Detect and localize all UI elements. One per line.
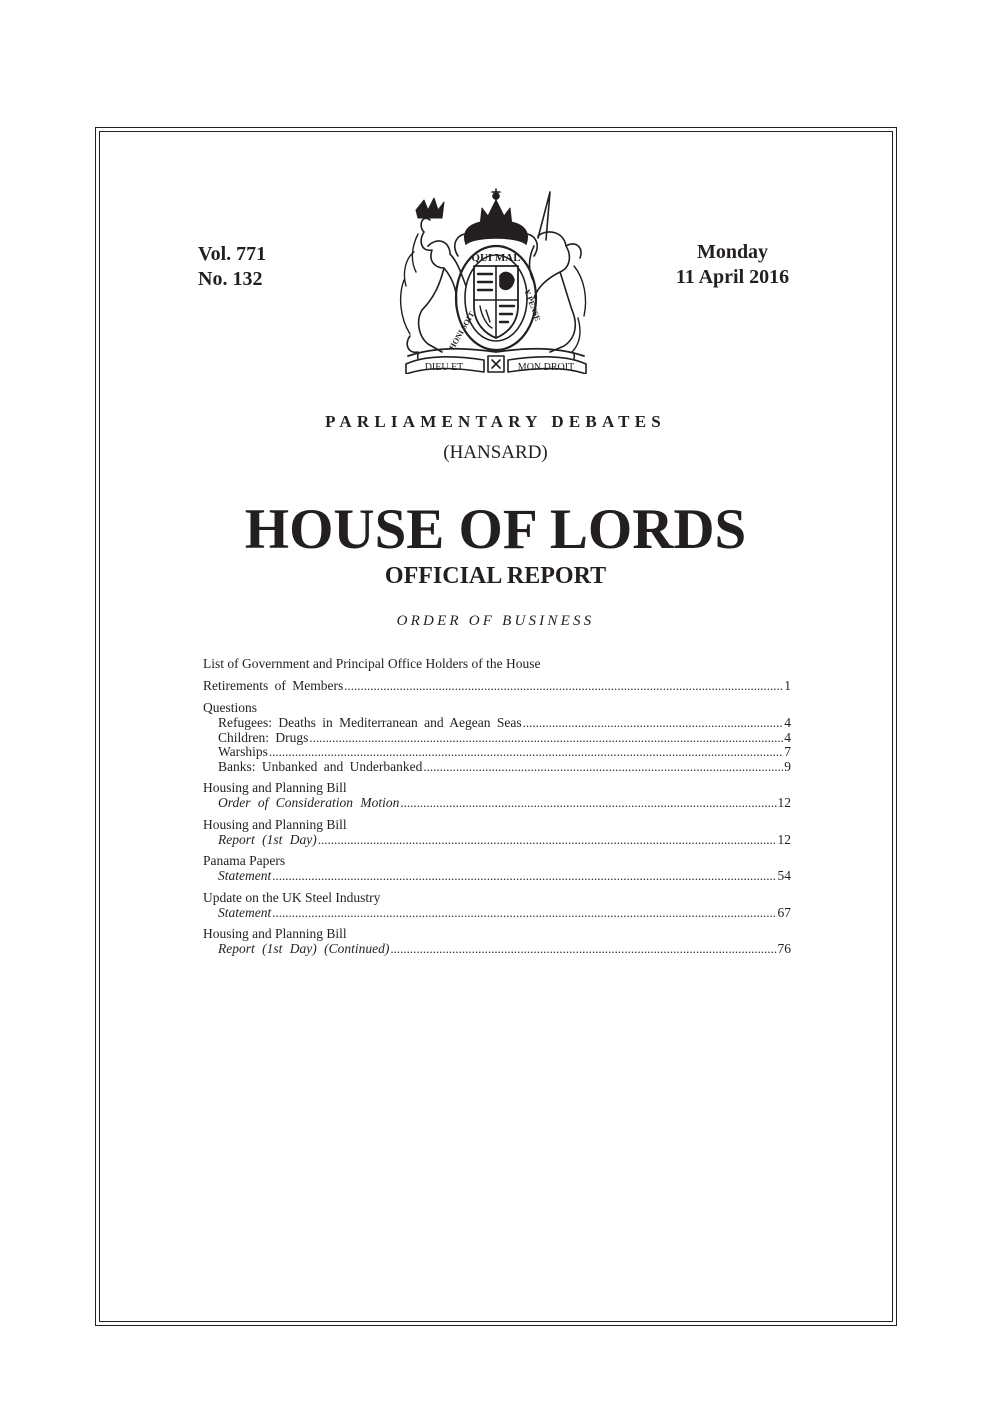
- toc-entry-page: 12: [777, 795, 791, 810]
- toc-entry-page: 12: [777, 831, 791, 847]
- toc-entry: [203, 677, 791, 694]
- garter-motto-left: HONI SOIT: [447, 310, 477, 352]
- toc-entry: [203, 716, 791, 731]
- toc-entry-page: 7: [784, 744, 791, 759]
- volume-number: Vol. 771: [198, 243, 267, 265]
- toc-heading: Panama Papers: [203, 853, 286, 868]
- toc-heading: Housing and Planning Bill: [203, 926, 347, 941]
- toc-heading-office-holders: List of Government and Principal Office Holders of the House: [203, 656, 541, 671]
- toc-leader-dots: [309, 731, 783, 746]
- toc-entry-page: 1: [784, 678, 791, 693]
- toc-entry-page: 54: [777, 868, 791, 883]
- toc-entry-title: Statement: [218, 868, 272, 883]
- report-title: OFFICIAL REPORT: [384, 563, 607, 589]
- toc-entry-title: Report (1st Day): [218, 831, 317, 847]
- issue-number: No. 132: [198, 268, 263, 290]
- issue-weekday: Monday: [696, 241, 769, 263]
- royal-coat-of-arms-icon: [388, 186, 604, 374]
- toc-entry-title: Report (1st Day) (Continued): [218, 941, 390, 956]
- toc-leader-dots: [390, 942, 776, 957]
- toc-entry-page: 4: [784, 729, 791, 745]
- motto-right: MON DROIT: [517, 362, 575, 373]
- toc-heading: Update on the UK Steel Industry: [203, 889, 381, 905]
- toc-heading: Housing and Planning Bill: [203, 780, 347, 795]
- toc-entry: [203, 833, 791, 848]
- toc-entry: [203, 869, 791, 884]
- toc-heading-questions: Questions: [203, 700, 257, 715]
- toc-entry: [203, 942, 791, 957]
- toc-leader-dots: [400, 796, 776, 811]
- toc-leader-dots: [344, 677, 783, 694]
- issue-date: [640, 240, 825, 290]
- toc-entry-title: Retirements of Members: [203, 678, 344, 693]
- toc-leader-dots: [423, 760, 783, 775]
- toc-entry-title: Banks: Unbanked and Underbanked: [218, 758, 423, 774]
- toc-entry: [203, 796, 791, 811]
- toc-entry-page: 4: [784, 715, 791, 730]
- toc-entry-title: Statement: [218, 904, 272, 920]
- toc-leader-dots: [272, 869, 776, 884]
- toc-entry-title: Order of Consideration Motion: [218, 795, 400, 810]
- toc-entry-title: Refugees: Deaths in Mediterranean and Aegean Seas: [218, 715, 522, 730]
- toc-entry-page: 9: [784, 758, 791, 774]
- series-title: PARLIAMENTARY DEBATES: [325, 412, 666, 431]
- section-title: ORDER OF BUSINESS: [396, 613, 595, 629]
- toc-entry-page: 76: [777, 941, 791, 956]
- toc-heading: Housing and Planning Bill: [203, 816, 347, 832]
- toc-entry-title: Children: Drugs: [218, 729, 309, 745]
- house-title: HOUSE OF LORDS: [244, 498, 747, 561]
- toc-entry-title: Warships: [218, 744, 268, 759]
- series-subtitle: (HANSARD): [443, 442, 548, 463]
- toc-entry-page: 67: [777, 904, 791, 920]
- toc-entry: [203, 731, 791, 746]
- volume-info: [198, 242, 266, 292]
- toc-entry: [203, 760, 791, 775]
- garter-motto-right: Y PENSE: [522, 287, 543, 323]
- toc-leader-dots: [523, 716, 784, 731]
- motto-left: DIEU ET: [424, 362, 464, 373]
- toc-entry: [203, 745, 791, 760]
- garter-motto-top: QUI MAL: [471, 252, 521, 264]
- order-of-business-contents: [203, 655, 791, 957]
- toc-leader-dots: [318, 833, 777, 848]
- toc-leader-dots: [269, 745, 783, 760]
- toc-entry: [203, 906, 791, 921]
- toc-leader-dots: [272, 906, 776, 921]
- issue-full-date: 11 April 2016: [675, 266, 790, 288]
